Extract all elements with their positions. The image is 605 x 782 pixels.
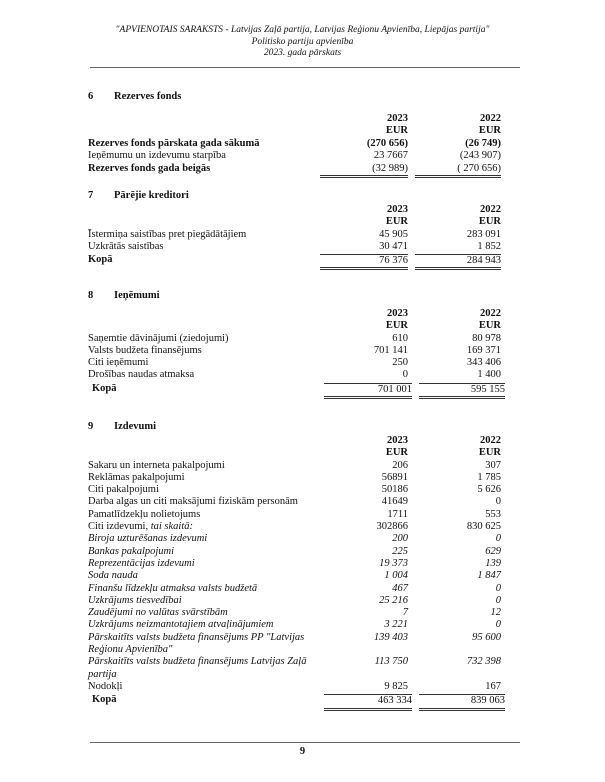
value-2022: 595 155	[419, 383, 505, 399]
column-header-spacer	[88, 320, 320, 332]
row-label-text: Citi ieņēmumi	[88, 357, 149, 369]
row-label-text: Drošības naudas atmaksa	[88, 369, 195, 381]
value-2022: 732 398	[466, 656, 501, 668]
row-label	[88, 619, 320, 631]
section-heading: Pārējie kreditori	[114, 190, 189, 201]
column-header-2023: 2023	[387, 435, 408, 446]
value-2023: 610	[392, 332, 408, 344]
value-2022: 284 943	[415, 254, 501, 270]
row-label	[88, 345, 320, 357]
column-header-spacer	[88, 204, 320, 216]
row-label	[88, 546, 320, 558]
row-label-text: Zaudējumi no valūtas svārstībām	[88, 607, 228, 619]
row-label	[88, 163, 320, 178]
value-2022: 169 371	[466, 344, 501, 356]
row-label	[88, 521, 320, 533]
document-header	[0, 25, 605, 60]
row-label-text: Citi izdevumi,	[88, 521, 151, 533]
value-2022: 283 091	[466, 228, 501, 240]
column-header-row	[88, 447, 506, 459]
row-label-text: Uzkrājums tiesvedībai	[88, 594, 182, 606]
table-row	[88, 632, 506, 657]
value-2023: 45 905	[379, 228, 408, 240]
column-header-2022: EUR	[478, 216, 501, 228]
column-header-spacer	[88, 125, 320, 137]
value-2023: 76 376	[320, 254, 408, 270]
value-2022: 0	[495, 594, 501, 606]
value-2023: 0	[402, 369, 408, 381]
column-header-row	[88, 125, 506, 137]
total-row	[88, 163, 506, 178]
value-2023: 302866	[376, 521, 408, 533]
column-header-spacer	[88, 447, 320, 459]
value-2022: 629	[485, 545, 501, 557]
column-header-2022: 2022	[480, 308, 501, 319]
value-2023: 139 403	[373, 631, 408, 643]
value-2022: 167	[485, 680, 501, 692]
table-row	[88, 369, 506, 381]
value-2022: 1 785	[477, 471, 501, 483]
column-header-2022: EUR	[478, 447, 501, 459]
table-row	[88, 484, 506, 496]
row-label-text: Bankas pakalpojumi	[88, 545, 175, 557]
value-2023: 701 141	[373, 344, 408, 356]
header-report-year: 2023. gada pārskats	[263, 48, 342, 58]
table-row	[88, 229, 506, 241]
table-row	[88, 570, 506, 582]
total-row	[88, 383, 506, 399]
row-label	[88, 150, 320, 162]
row-label-text: Kopā	[92, 694, 117, 706]
section-heading: Ieņēmumi	[114, 290, 160, 301]
section-other-creditors	[88, 188, 506, 270]
column-header-2023: EUR	[385, 216, 408, 228]
value-2022: 139	[485, 557, 501, 569]
section-reserve-fund	[88, 89, 506, 178]
row-label	[88, 681, 320, 693]
value-2023: 1711	[387, 508, 408, 520]
value-2022: 343 406	[466, 357, 501, 369]
table-row	[88, 472, 506, 484]
row-label	[88, 229, 320, 241]
value-2022: 12	[490, 607, 501, 619]
row-label-text: Soda nauda	[88, 570, 138, 582]
value-2022: 0	[495, 619, 501, 631]
table-row	[88, 150, 506, 162]
value-2023: 9 825	[384, 680, 408, 692]
section-title	[88, 89, 506, 105]
column-header-2022: EUR	[478, 320, 501, 332]
column-header-row	[88, 308, 506, 320]
section-heading: Rezerves fonds	[114, 91, 182, 102]
table-row	[88, 607, 506, 619]
row-label-text: Reklāmas pakalpojumi	[88, 471, 185, 483]
row-label-text: Sakaru un interneta pakalpojumi	[88, 459, 225, 471]
row-label-text: Nodokļi	[88, 680, 123, 692]
row-label-text: Īstermiņa saistības pret piegādātājiem	[88, 228, 247, 240]
value-2022: 80 978	[472, 332, 501, 344]
value-2023: 250	[392, 357, 408, 369]
column-header-2023: 2023	[387, 113, 408, 124]
footer-divider	[90, 742, 520, 743]
value-2022: 0	[495, 533, 501, 545]
row-label	[88, 369, 320, 381]
row-label-text: Saņemtie dāvinājumi (ziedojumi)	[88, 332, 229, 344]
table-row	[88, 345, 506, 357]
table-row	[88, 138, 506, 150]
row-label-italic: tai skaitā:	[150, 521, 193, 533]
table-row	[88, 533, 506, 545]
value-2022: 5 626	[477, 484, 501, 496]
header-divider	[90, 67, 520, 68]
value-2023: 206	[392, 459, 408, 471]
value-2023: 7	[402, 607, 408, 619]
value-2023: (270 656)	[366, 137, 408, 149]
page-number: 9	[299, 746, 306, 757]
row-label	[88, 357, 320, 369]
value-2023: 23 7667	[373, 149, 408, 161]
column-header-spacer	[88, 216, 320, 228]
column-header-2022: 2022	[480, 435, 501, 446]
row-label	[88, 460, 320, 472]
row-label	[88, 509, 320, 521]
row-label	[88, 607, 320, 619]
row-label-text: Finanšu līdzekļu atmaksa valsts budžetā	[88, 582, 258, 594]
section-income	[88, 288, 506, 399]
table-row	[88, 656, 506, 681]
value-2023: 463 334	[324, 694, 412, 710]
value-2023: 30 471	[379, 240, 408, 252]
table-row	[88, 460, 506, 472]
value-2022: 1 852	[477, 240, 501, 252]
row-label-text: Biroja uzturēšanas izdevumi	[88, 533, 208, 545]
value-2023: 41649	[381, 496, 408, 508]
row-label-text: Ieņēmumu un izdevumu starpība	[88, 149, 226, 161]
section-heading: Izdevumi	[114, 421, 156, 432]
row-label	[88, 583, 320, 595]
column-header-row	[88, 216, 506, 228]
value-2022: 553	[485, 508, 501, 520]
value-2022: (26 749)	[465, 137, 501, 149]
table-row	[88, 681, 506, 693]
value-2022: 830 625	[466, 521, 501, 533]
value-2022: (243 907)	[459, 149, 501, 161]
row-label-text: Kopā	[88, 254, 113, 266]
value-2023: 56891	[381, 471, 408, 483]
row-label	[88, 656, 320, 681]
total-row	[88, 254, 506, 270]
row-label	[88, 533, 320, 545]
column-header-2022: EUR	[478, 125, 501, 137]
column-header-2023: EUR	[385, 125, 408, 137]
row-label	[88, 333, 320, 345]
value-2022: 839 063	[419, 694, 505, 710]
value-2023: 113 750	[374, 656, 408, 668]
column-header-2023: 2023	[387, 308, 408, 319]
row-label	[88, 558, 320, 570]
header-title: "APVIENOTAIS SARAKSTS - Latvijas Zaļā partija, Latvijas Reģionu Apvienība, Liepājas partija"	[115, 25, 490, 35]
section-title	[88, 419, 506, 435]
row-label-text: Valsts budžeta finansējums	[88, 344, 202, 356]
column-header-row	[88, 435, 506, 447]
value-2023: 467	[392, 582, 408, 594]
row-label-text: Uzkrājums neizmantotajiem atvaļinājumiem	[88, 619, 274, 631]
section-title	[88, 288, 506, 304]
value-2023: (32 989)	[320, 163, 408, 178]
column-header-2022: 2022	[480, 113, 501, 124]
section-number: 7	[88, 190, 94, 201]
value-2023: 701 001	[324, 383, 412, 399]
value-2022: 1 847	[477, 570, 501, 582]
row-label-text: Uzkrātās saistības	[88, 240, 164, 252]
table-row	[88, 595, 506, 607]
value-2023: 3 221	[384, 619, 408, 631]
row-label	[88, 472, 320, 484]
value-2023: 1 004	[384, 570, 408, 582]
row-label-text: Pamatlīdzekļu nolietojums	[88, 508, 201, 520]
column-header-2022: 2022	[480, 204, 501, 215]
table-row	[88, 558, 506, 570]
value-2022: 1 400	[477, 369, 501, 381]
value-2023: 200	[392, 533, 408, 545]
column-header-row	[88, 204, 506, 216]
row-label-text: Darba algas un citi maksājumi fiziskām personām	[88, 496, 298, 508]
column-header-spacer	[88, 308, 320, 320]
column-header-2023: EUR	[385, 447, 408, 459]
row-label	[88, 595, 320, 607]
row-label-text: Pārskaitīts valsts budžeta finansējums PP "Latvijas Reģionu Apvienība"	[88, 631, 305, 656]
value-2022: ( 270 656)	[415, 163, 501, 178]
column-header-row	[88, 320, 506, 332]
value-2023: 225	[392, 545, 408, 557]
table-row	[88, 546, 506, 558]
table-row	[88, 583, 506, 595]
table-row	[88, 241, 506, 253]
row-label-text: Pārskaitīts valsts budžeta finansējums Latvijas Zaļā partija	[88, 656, 307, 680]
value-2022: 0	[495, 496, 501, 508]
row-label	[88, 484, 320, 496]
row-label-text: Rezerves fonds pārskata gada sākumā	[88, 137, 260, 149]
row-label-text: Kopā	[92, 382, 117, 394]
table-row	[88, 509, 506, 521]
column-header-row	[88, 113, 506, 125]
value-2023: 19 373	[379, 557, 408, 569]
row-label	[88, 694, 324, 710]
column-header-spacer	[88, 113, 320, 125]
row-label	[88, 383, 324, 399]
value-2022: 307	[485, 459, 501, 471]
value-2023: 50186	[381, 484, 408, 496]
value-2022: 95 600	[472, 631, 501, 643]
row-label	[88, 632, 320, 657]
table-row	[88, 619, 506, 631]
column-header-spacer	[88, 435, 320, 447]
section-number: 6	[88, 91, 94, 102]
table-row	[88, 333, 506, 345]
value-2022: 0	[495, 582, 501, 594]
row-label	[88, 138, 320, 150]
section-expenses	[88, 419, 506, 711]
row-label-text: Rezerves fonds gada beigās	[88, 163, 211, 175]
column-header-2023: EUR	[385, 320, 408, 332]
column-header-2023: 2023	[387, 204, 408, 215]
row-label-text: Citi pakalpojumi	[88, 484, 159, 496]
section-number: 9	[88, 421, 94, 432]
row-label	[88, 241, 320, 253]
header-subtitle: Politisko partiju apvienība	[251, 36, 354, 47]
section-number: 8	[88, 290, 94, 301]
table-row	[88, 496, 506, 508]
row-label	[88, 496, 320, 508]
table-row	[88, 357, 506, 369]
table-row	[88, 521, 506, 533]
row-label	[88, 254, 320, 270]
value-2023: 25 216	[379, 594, 408, 606]
total-row	[88, 694, 506, 710]
row-label	[88, 570, 320, 582]
section-title	[88, 188, 506, 204]
row-label-text: Reprezentācijas izdevumi	[88, 557, 195, 569]
